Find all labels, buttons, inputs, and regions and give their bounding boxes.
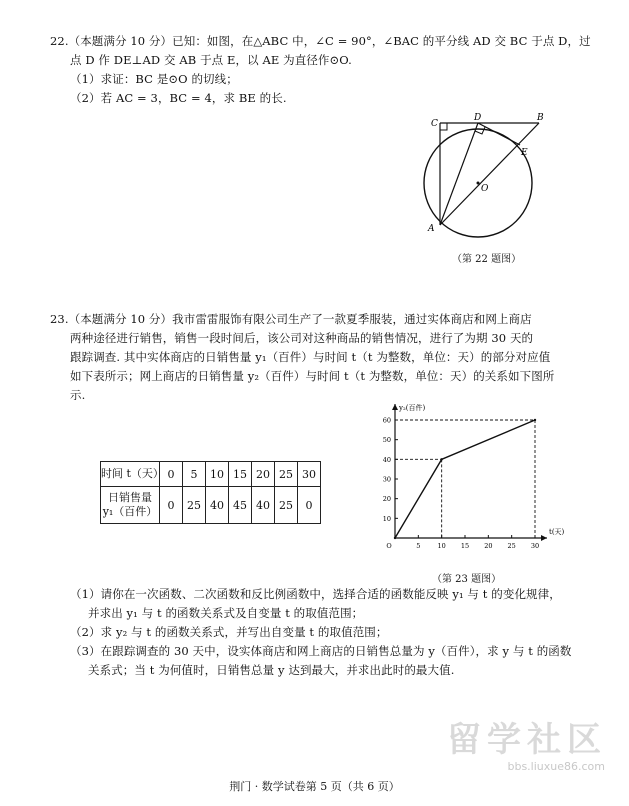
table-header-y1-line1: 日销售量 <box>108 491 152 504</box>
segment-ad <box>440 123 478 225</box>
q23-sub-2: （2）求 y₂ 与 t 的函数关系式，并写出自变量 t 的取值范围； <box>70 625 388 639</box>
segment-de <box>478 123 520 145</box>
table-cell: 10 <box>206 462 229 487</box>
q22-line-3: （1）求证：BC 是⊙O 的切线； <box>70 72 238 86</box>
label-a: A <box>428 224 435 234</box>
q22-line-4: （2）若 AC = 3，BC = 4，求 BE 的长. <box>70 91 287 105</box>
label-c: C <box>431 119 438 129</box>
x-tick-label: 5 <box>416 542 421 550</box>
data-point <box>534 419 536 421</box>
watermark-url: bbs.liuxue86.com <box>507 760 605 773</box>
table-cell: 25 <box>275 487 298 524</box>
label-o: O <box>481 184 489 194</box>
data-point <box>440 458 442 460</box>
q23-line-2: 两种途径进行销售，销售一段时间后，该公司对这种商品的销售情况，进行了为期 30 天的 <box>70 331 534 345</box>
x-tick-label: 25 <box>507 542 516 550</box>
table-cell: 30 <box>298 462 321 487</box>
data-point <box>394 537 396 539</box>
y-axis-arrow <box>392 404 398 410</box>
series-line-y2 <box>395 420 535 538</box>
q22-caption: （第 22 题图） <box>452 254 522 265</box>
q23-line-4: 如下表所示；网上商店的日销售量 y₂（百件）与时间 t（t 为整数，单位：天）的关系如下图所 <box>70 369 555 383</box>
watermark-logo-text: 留学社区 <box>447 720 607 760</box>
y-tick-label: 30 <box>382 475 391 484</box>
table-cell: 40 <box>252 487 275 524</box>
y-tick-label: 60 <box>382 416 391 425</box>
right-angle-c <box>440 123 447 130</box>
x-axis-label: t(天) <box>549 528 565 536</box>
x-tick-label: 30 <box>530 542 540 550</box>
q23-caption: （第 23 题图） <box>432 574 502 585</box>
q23-line-1: 23.（本题满分 10 分）我市雷雷服饰有限公司生产了一款夏季服装，通过实体商店和网上商店 <box>50 312 532 326</box>
table-cell: 5 <box>183 462 206 487</box>
table-header-y1 <box>101 487 160 524</box>
x-tick-label: 15 <box>460 542 470 550</box>
y-tick-label: 50 <box>382 436 391 445</box>
sales-table <box>100 461 321 524</box>
center-dot <box>477 182 480 185</box>
q23-sub-3b: 关系式；当 t 为何值时，日销售总量 y 达到最大，并求出此时的最大值. <box>88 663 455 677</box>
table-header-time: 时间 t（天） <box>101 462 160 487</box>
table-cell: 20 <box>252 462 275 487</box>
table-row-time <box>101 462 321 487</box>
label-b: B <box>537 113 544 123</box>
q23-line-3: 跟踪调查. 其中实体商店的日销售量 y₁（百件）与时间 t（t 为整数，单位：天）的部分对应值 <box>70 350 551 364</box>
table-cell: 0 <box>160 462 183 487</box>
q22-geometry-figure <box>415 113 565 238</box>
y-tick-label: 20 <box>382 495 391 504</box>
y-tick-label: 10 <box>382 514 391 523</box>
label-e: E <box>521 148 528 158</box>
q23-sub-3a: （3）在跟踪调查的 30 天中，设实体商店和网上商店的日销售总量为 y（百件），求 y 与 t 的函数 <box>70 644 572 658</box>
table-cell: 25 <box>183 487 206 524</box>
table-row-y1 <box>101 487 321 524</box>
table-cell: 0 <box>160 487 183 524</box>
table-cell: 25 <box>275 462 298 487</box>
y-tick-label: 40 <box>382 455 391 464</box>
x-tick-label: 10 <box>437 542 446 550</box>
q22-line-2: 点 D 作 DE⊥AD 交 AB 于点 E，以 AE 为直径作⊙O. <box>70 53 352 67</box>
table-header-y1-line2: y₁（百件） <box>102 505 158 518</box>
table-cell: 45 <box>229 487 252 524</box>
origin-label: O <box>386 542 392 550</box>
x-tick-label: 20 <box>484 542 493 550</box>
label-d: D <box>474 113 482 123</box>
q23-line-5: 示. <box>70 388 86 402</box>
x-axis-arrow <box>541 535 547 541</box>
page-footer: 荆门 · 数学试卷第 5 页（共 6 页） <box>229 780 400 793</box>
q22-line-1: 22.（本题满分 10 分）已知：如图，在△ABC 中，∠C = 90°，∠BAC 的平分线 AD 交 BC 于点 D，过 <box>50 34 591 48</box>
q23-sub-1b: 并求出 y₁ 与 t 的函数关系式及自变量 t 的取值范围； <box>88 606 364 620</box>
table-cell: 15 <box>229 462 252 487</box>
q23-sub-1a: （1）请你在一次函数、二次函数和反比例函数中，选择合适的函数能反映 y₁ 与 t 的变化规律， <box>70 587 561 601</box>
table-cell: 0 <box>298 487 321 524</box>
y2-line-chart <box>370 400 565 550</box>
y-axis-label: y₂(百件) <box>399 404 426 412</box>
table-cell: 40 <box>206 487 229 524</box>
